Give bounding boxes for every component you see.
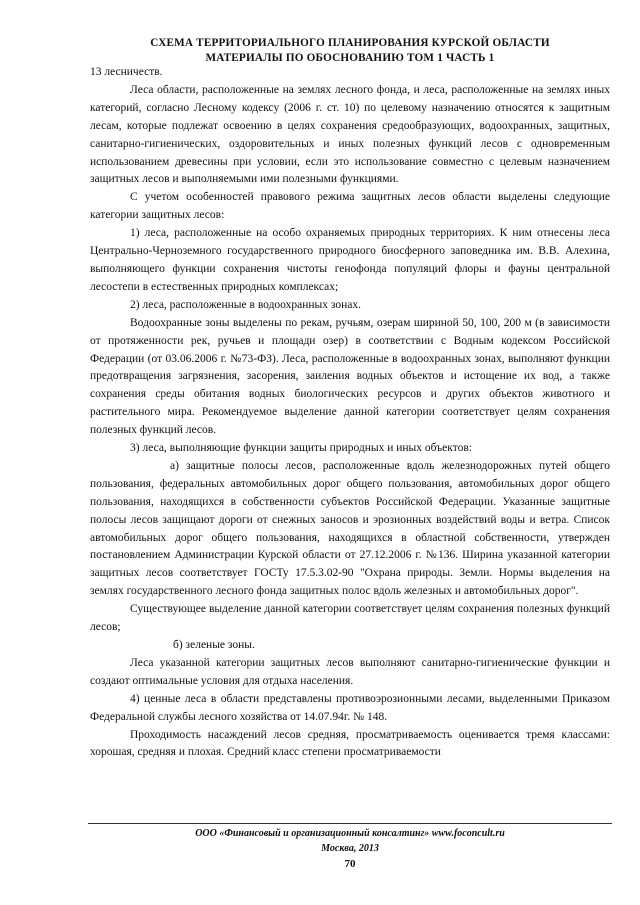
header-title: СХЕМА ТЕРРИТОРИАЛЬНОГО ПЛАНИРОВАНИЯ КУРСКОЙ ОБЛАСТИ [150,37,550,49]
paragraph-continuation: 13 лесничеств. [90,66,163,78]
paragraph-existing-allocation: Существующее выделение данной категории соответствует целям сохранения полезных функций лесов; [90,603,610,634]
paragraph-water-zones: Водоохранные зоны выделены по рекам, ручьям, озерам шириной 50, 100, 200 м (в зависимости от протяженности рек, ручьев и площади озер) в соответствии с Водным кодексом Российской Федерации (от 03.06.2006 г. №73-ФЗ). Леса, расположенные в водоохранных зонах, выполняют функции предотвращения загрязнения, засорения, заиления водных объектов и истощение их вод, а также сохранения среды обитания водных биологических ресурсов и других объектов животного и растительного мира. Рекомендуемое выделение данной категории соответствует целям сохранения полезных функций лесов. [90,316,610,437]
page-footer [90,826,610,856]
paragraph-category-2: 2) леса, расположенные в водоохранных зонах. [130,298,362,311]
paragraph-category-3: 3) леса, выполняющие функции защиты природных и иных объектов: [130,442,472,455]
paragraph-category-4: 4) ценные леса в области представлены противоэрозионными лесами, выделенными Приказом Федеральной службы лесного хозяйства от 14.07.94г. № 148. [90,692,610,723]
footer-city-year: Москва, 2013 [321,843,379,854]
paragraph-green-zones: Леса указанной категории защитных лесов выполняют санитарно-гигиенические функции и создают оптимальные условия для отдыха населения. [90,656,610,687]
paragraph-category-3b: б) зеленые зоны. [173,639,255,651]
footer-divider [88,823,612,824]
paragraph-categories-intro: С учетом особенностей правового режима защитных лесов области выделены следующие категории защитных лесов: [90,191,610,222]
paragraph-passability: Проходимость насаждений лесов средняя, просматриваемость оценивается тремя классами: хорошая, средняя и плохая. Средний класс степени просматриваемости [90,728,610,759]
paragraph-category-3a: а) защитные полосы лесов, расположенные вдоль железнодорожных путей общего пользования, федеральных автомобильных дорог общего пользования, автомобильных дорог общего пользования, находящихся в собственности субъектов Российской Федерации. Указанные защитные полосы лесов защищают дороги от снежных заносов и эрозионных воздействий воды и ветра. Список автомобильных дорог общего пользования, находящихся в областной собственности, утвержден постановлением Администрации Курской области от 27.12.2006 г. №136. Ширина указанной категории защитных лесов соответствует ГОСТу 17.5.3.02-90 "Охрана природы. Земли. Нормы выделения на землях государственного лесного фонда защитных полос вдоль железных и автомобильных дорог". [90,459,610,598]
page-header [90,36,610,66]
paragraph-forest-purpose: Леса области, расположенные на землях лесного фонда, и леса, расположенные на землях иных категорий, согласно Лесному кодексу (2006 г. ст. 10) по целевому назначению относятся к защитным лесам, которые подлежат освоению в целях сохранения средообразующих, водоохранных, защитных, санитарно-гигиенических, оздоровительных и иных полезных функций лесов с одновременным использованием древесины при условии, если это использование совместно с целевым назначением защитных лесов и выполняемыми ими полезными функциями. [90,83,610,186]
page-number: 70 [344,858,356,870]
body-text [90,64,610,762]
footer-company: ООО «Финансовый и организационный консалтинг» www.foconcult.ru [195,828,505,839]
header-subtitle: МАТЕРИАЛЫ ПО ОБОСНОВАНИЮ ТОМ 1 ЧАСТЬ 1 [205,52,495,64]
paragraph-category-1: 1) леса, расположенные на особо охраняемых природных территориях. К ним отнесены леса Центрально-Черноземного государственного природного биосферного заповедника им. В.В. Алехина, выполняющего функции сохранения чистоты генофонда популяций флоры и фауны центральной лесостепи в естественных природных комплексах; [90,227,610,293]
